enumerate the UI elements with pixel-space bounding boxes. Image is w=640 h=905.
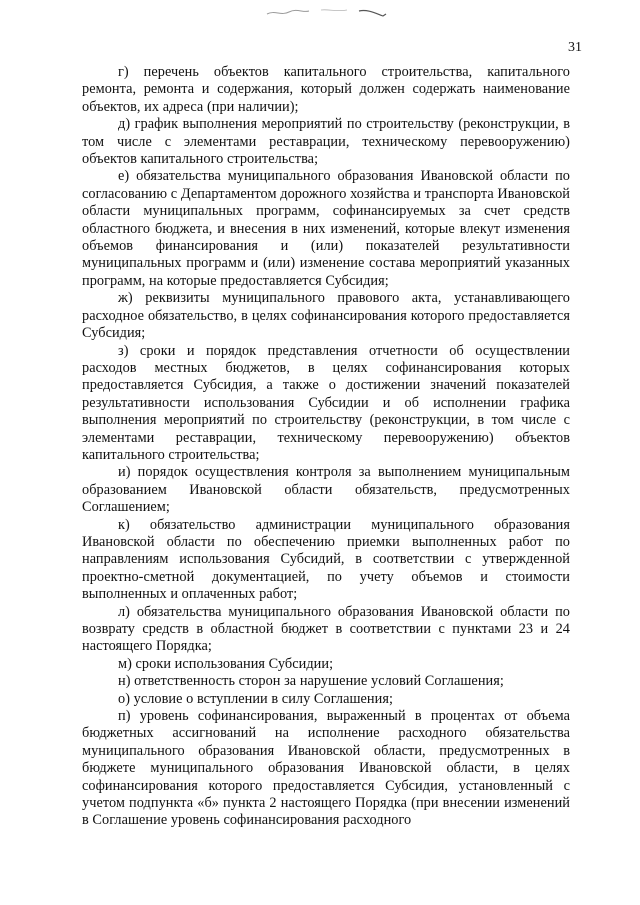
paragraph-e: е) обязательства муниципального образования Ивановской области по согласованию с Департаментом дорожного хозяйства и транспорта Ивановской области муниципальных программ, софинансируемых за счет средств областного бюджета, и внесения в них изменений, которые влекут изменения объемов финансирования и (или) показателей результативности муниципальных программ и (или) изменение состава мероприятий указанных программ, на которые предоставляется Субсидия; xyxy=(82,168,570,289)
paragraph-k: к) обязательство администрации муниципального образования Ивановской области по обеспечению приемки выполненных работ по направлениям использования Субсидий, в соответствии с утвержденной проектно-сметной документацией, по учету объемов и стоимости выполненных и оплаченных работ; xyxy=(82,516,570,603)
scan-artifact-mark xyxy=(263,4,393,20)
paragraph-i: и) порядок осуществления контроля за выполнением муниципальным образованием Ивановской области обязательств, предусмотренных Соглашением; xyxy=(82,464,570,516)
paragraph-g: г) перечень объектов капитального строительства, капитального ремонта, ремонта и содержания, который должен содержать наименование объектов, их адреса (при наличии); xyxy=(82,64,570,115)
paragraph-o: о) условие о вступлении в силу Соглашения; xyxy=(118,690,393,707)
paragraph-n: н) ответственность сторон за нарушение условий Соглашения; xyxy=(118,673,504,690)
paragraph-l: л) обязательства муниципального образования Ивановской области по возврату средств в областной бюджет в соответствии с пунктами 23 и 24 настоящего Порядка; xyxy=(82,603,570,655)
page-number: 31 xyxy=(568,40,582,55)
document-body xyxy=(82,64,570,830)
paragraph-zh: ж) реквизиты муниципального правового акта, устанавливающего расходное обязательство, в целях софинансирования которого предоставляется Субсидия; xyxy=(82,290,570,342)
paragraph-m: м) сроки использования Субсидии; xyxy=(118,655,334,672)
paragraph-d: д) график выполнения мероприятий по строительству (реконструкции, в том числе с элементами реставрации, техническому перевооружению) объектов капитального строительства; xyxy=(82,116,570,168)
paragraph-z: з) сроки и порядок представления отчетности об осуществлении расходов местных бюджетов, в целях софинансирования которых предоставляется Субсидия, а также о достижении значений показателей результативности использования Субсидии и об исполнении графика выполнения мероприятий по строительству (реконструкции, в том числе с элементами реставрации, техническому перевооружению) объектов капитального строительства; xyxy=(82,342,570,463)
paragraph-p: п) уровень софинансирования, выраженный в процентах от объема бюджетных ассигнований на исполнение расходного обязательства муниципального образования Ивановской области, предусмотренных в бюджете муниципального образования Ивановской области, в целях софинансирования которого предоставляется Субсидия, установленный с учетом подпункта «б» пункта 2 настоящего Порядка (при внесении изменений в Соглашение уровень софинансирования расходного xyxy=(82,708,570,829)
